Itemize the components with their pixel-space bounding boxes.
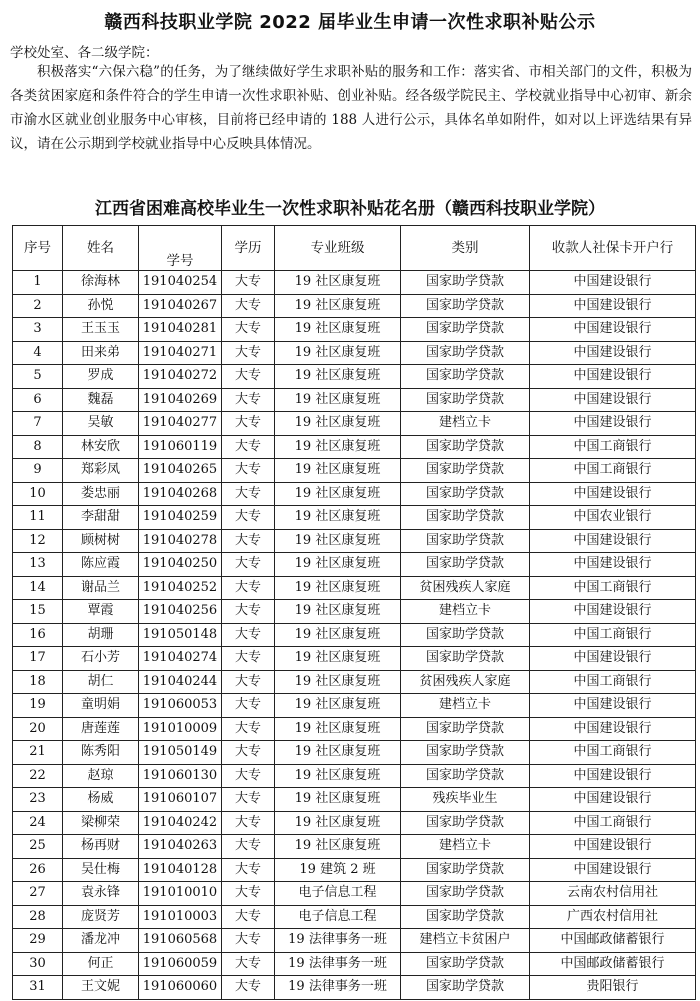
cell-education: 大专 [222,341,275,365]
cell-student-id: 191040259 [139,506,222,530]
col-header-category: 类别 [401,226,530,271]
table-row [13,952,696,976]
cell-class: 19 社区康复班 [275,482,401,506]
cell-education: 大专 [222,576,275,600]
cell-bank: 中国建设银行 [530,365,696,389]
cell-name: 杨再财 [63,835,139,859]
cell-education: 大专 [222,929,275,953]
cell-education: 大专 [222,788,275,812]
cell-student-id: 191060119 [139,435,222,459]
cell-bank: 中国建设银行 [530,553,696,577]
cell-education: 大专 [222,694,275,718]
cell-name: 庞贤芳 [63,905,139,929]
table-row [13,929,696,953]
cell-name: 徐海林 [63,271,139,295]
cell-bank: 中国建设银行 [530,717,696,741]
cell-bank: 中国建设银行 [530,858,696,882]
table-row [13,365,696,389]
cell-index: 7 [13,412,63,436]
cell-student-id: 191040263 [139,835,222,859]
col-header-name: 姓名 [63,226,139,271]
cell-class: 19 社区康复班 [275,388,401,412]
cell-bank: 广西农村信用社 [530,905,696,929]
cell-bank: 中国工商银行 [530,741,696,765]
cell-name: 石小芳 [63,647,139,671]
col-header-student-id: 学号 [139,226,222,271]
cell-student-id: 191040244 [139,670,222,694]
table-row [13,412,696,436]
cell-category: 国家助学贷款 [401,271,530,295]
cell-index: 24 [13,811,63,835]
cell-education: 大专 [222,905,275,929]
announcement-body: 积极落实“六保六稳”的任务，为了继续做好学生求职补贴的服务和工作：落实省、市相关部门的文件，积极为各类贫困家庭和条件符合的学生申请一次性求职补贴、创业补贴。经各级学院民主、学校就业指导中心初审、新余市渝水区就业创业服务中心审核，目前将已经申请的 188 人进行公示，具体名单如附件，如对以上评选结果有异议，请在公示期到学校就业指导中心反映具体情况。 [10,64,692,152]
cell-education: 大专 [222,952,275,976]
cell-name: 田来弟 [63,341,139,365]
cell-education: 大专 [222,741,275,765]
cell-student-id: 191040254 [139,271,222,295]
cell-class: 19 社区康复班 [275,553,401,577]
cell-name: 胡珊 [63,623,139,647]
cell-name: 潘龙冲 [63,929,139,953]
cell-index: 25 [13,835,63,859]
cell-index: 8 [13,435,63,459]
cell-category: 贫困残疾人家庭 [401,576,530,600]
cell-class: 19 社区康复班 [275,835,401,859]
cell-category: 国家助学贷款 [401,905,530,929]
cell-name: 覃霞 [63,600,139,624]
cell-bank: 中国农业银行 [530,506,696,530]
cell-class: 19 社区康复班 [275,506,401,530]
cell-student-id: 191040252 [139,576,222,600]
cell-name: 王文妮 [63,976,139,1000]
cell-name: 吴敏 [63,412,139,436]
cell-bank: 中国建设银行 [530,694,696,718]
cell-class: 19 社区康复班 [275,459,401,483]
cell-student-id: 191040250 [139,553,222,577]
cell-class: 19 法律事务一班 [275,952,401,976]
cell-bank: 中国建设银行 [530,647,696,671]
cell-class: 19 社区康复班 [275,365,401,389]
table-row [13,388,696,412]
cell-student-id: 191060059 [139,952,222,976]
cell-bank: 中国建设银行 [530,412,696,436]
cell-education: 大专 [222,835,275,859]
cell-bank: 中国建设银行 [530,318,696,342]
cell-category: 建档立卡 [401,412,530,436]
cell-bank: 中国建设银行 [530,788,696,812]
table-row [13,435,696,459]
cell-student-id: 191040267 [139,294,222,318]
cell-education: 大专 [222,811,275,835]
cell-index: 27 [13,882,63,906]
cell-index: 3 [13,318,63,342]
cell-name: 梁柳荣 [63,811,139,835]
cell-category: 贫困残疾人家庭 [401,670,530,694]
cell-education: 大专 [222,365,275,389]
cell-student-id: 191040242 [139,811,222,835]
cell-student-id: 191010010 [139,882,222,906]
cell-education: 大专 [222,459,275,483]
cell-class: 电子信息工程 [275,882,401,906]
cell-class: 19 社区康复班 [275,647,401,671]
cell-class: 电子信息工程 [275,905,401,929]
cell-education: 大专 [222,553,275,577]
cell-category: 国家助学贷款 [401,459,530,483]
cell-bank: 中国建设银行 [530,529,696,553]
cell-student-id: 191050149 [139,741,222,765]
salutation: 学校处室、各二级学院： [10,45,159,61]
table-row [13,506,696,530]
cell-bank: 中国建设银行 [530,764,696,788]
cell-name: 何正 [63,952,139,976]
cell-student-id: 191060060 [139,976,222,1000]
cell-index: 6 [13,388,63,412]
cell-index: 15 [13,600,63,624]
cell-bank: 中国建设银行 [530,294,696,318]
cell-index: 20 [13,717,63,741]
table-row [13,600,696,624]
recipient-table [12,225,696,1000]
col-header-education: 学历 [222,226,275,271]
cell-name: 陈秀阳 [63,741,139,765]
table-row [13,341,696,365]
cell-student-id: 191060130 [139,764,222,788]
cell-category: 国家助学贷款 [401,318,530,342]
table-row [13,623,696,647]
cell-class: 19 社区康复班 [275,341,401,365]
cell-category: 国家助学贷款 [401,717,530,741]
cell-education: 大专 [222,647,275,671]
cell-index: 12 [13,529,63,553]
cell-category: 建档立卡 [401,600,530,624]
cell-bank: 中国工商银行 [530,623,696,647]
cell-category: 国家助学贷款 [401,294,530,318]
cell-bank: 中国建设银行 [530,835,696,859]
cell-category: 国家助学贷款 [401,365,530,389]
cell-student-id: 191040128 [139,858,222,882]
cell-class: 19 社区康复班 [275,294,401,318]
cell-class: 19 社区康复班 [275,764,401,788]
col-header-class: 专业班级 [275,226,401,271]
table-body [13,271,696,1000]
cell-index: 26 [13,858,63,882]
table-row [13,858,696,882]
table-row [13,271,696,295]
col-header-bank: 收款人社保卡开户行 [530,226,696,271]
cell-category: 国家助学贷款 [401,435,530,459]
cell-class: 19 社区康复班 [275,741,401,765]
cell-index: 11 [13,506,63,530]
cell-bank: 中国工商银行 [530,811,696,835]
cell-name: 郑彩凤 [63,459,139,483]
table-row [13,882,696,906]
document-title: 赣西科技职业学院 2022 届毕业生申请一次性求职补贴公示 [104,12,596,33]
cell-class: 19 社区康复班 [275,529,401,553]
cell-category: 建档立卡 [401,694,530,718]
cell-name: 童明娟 [63,694,139,718]
cell-education: 大专 [222,482,275,506]
cell-bank: 中国工商银行 [530,459,696,483]
cell-class: 19 社区康复班 [275,811,401,835]
cell-student-id: 191040277 [139,412,222,436]
cell-education: 大专 [222,717,275,741]
table-row [13,318,696,342]
cell-class: 19 社区康复班 [275,271,401,295]
table-header-row [13,226,696,271]
cell-category: 国家助学贷款 [401,506,530,530]
cell-student-id: 191010009 [139,717,222,741]
cell-index: 2 [13,294,63,318]
cell-category: 国家助学贷款 [401,388,530,412]
table-row [13,788,696,812]
table-row [13,576,696,600]
cell-index: 16 [13,623,63,647]
cell-category: 国家助学贷款 [401,858,530,882]
cell-index: 18 [13,670,63,694]
cell-education: 大专 [222,412,275,436]
cell-student-id: 191040278 [139,529,222,553]
cell-education: 大专 [222,670,275,694]
cell-bank: 中国工商银行 [530,576,696,600]
cell-name: 袁永锋 [63,882,139,906]
cell-index: 28 [13,905,63,929]
cell-education: 大专 [222,435,275,459]
cell-index: 30 [13,952,63,976]
cell-name: 陈应霞 [63,553,139,577]
cell-category: 国家助学贷款 [401,553,530,577]
table-row [13,482,696,506]
cell-student-id: 191040269 [139,388,222,412]
cell-category: 国家助学贷款 [401,647,530,671]
table-title: 江西省困难高校毕业生一次性求职补贴花名册（赣西科技职业学院） [95,199,605,219]
cell-student-id: 191060053 [139,694,222,718]
cell-education: 大专 [222,882,275,906]
cell-category: 建档立卡 [401,835,530,859]
table-row [13,976,696,1000]
table-row [13,459,696,483]
cell-category: 国家助学贷款 [401,764,530,788]
cell-class: 19 法律事务一班 [275,929,401,953]
cell-student-id: 191040272 [139,365,222,389]
cell-bank: 中国邮政储蓄银行 [530,929,696,953]
cell-index: 23 [13,788,63,812]
cell-education: 大专 [222,318,275,342]
cell-category: 国家助学贷款 [401,952,530,976]
cell-index: 9 [13,459,63,483]
table-row [13,741,696,765]
cell-education: 大专 [222,506,275,530]
cell-education: 大专 [222,623,275,647]
cell-class: 19 社区康复班 [275,435,401,459]
col-header-index: 序号 [13,226,63,271]
cell-index: 21 [13,741,63,765]
cell-education: 大专 [222,294,275,318]
cell-index: 4 [13,341,63,365]
cell-category: 残疾毕业生 [401,788,530,812]
cell-category: 国家助学贷款 [401,482,530,506]
cell-name: 孙悦 [63,294,139,318]
cell-class: 19 社区康复班 [275,576,401,600]
cell-category: 国家助学贷款 [401,811,530,835]
cell-student-id: 191040256 [139,600,222,624]
cell-index: 22 [13,764,63,788]
cell-class: 19 社区康复班 [275,717,401,741]
cell-index: 29 [13,929,63,953]
cell-student-id: 191040274 [139,647,222,671]
cell-student-id: 191040271 [139,341,222,365]
cell-class: 19 社区康复班 [275,694,401,718]
cell-name: 李甜甜 [63,506,139,530]
cell-category: 建档立卡贫困户 [401,929,530,953]
cell-name: 杨威 [63,788,139,812]
cell-bank: 中国建设银行 [530,341,696,365]
cell-index: 1 [13,271,63,295]
cell-class: 19 建筑 2 班 [275,858,401,882]
cell-bank: 云南农村信用社 [530,882,696,906]
cell-student-id: 191060107 [139,788,222,812]
cell-education: 大专 [222,858,275,882]
cell-index: 14 [13,576,63,600]
cell-education: 大专 [222,764,275,788]
cell-category: 国家助学贷款 [401,882,530,906]
cell-student-id: 191060568 [139,929,222,953]
table-row [13,905,696,929]
table-row [13,294,696,318]
cell-name: 胡仁 [63,670,139,694]
cell-class: 19 社区康复班 [275,623,401,647]
table-row [13,553,696,577]
cell-education: 大专 [222,600,275,624]
table-row [13,717,696,741]
cell-category: 国家助学贷款 [401,741,530,765]
cell-name: 唐莲莲 [63,717,139,741]
cell-name: 林安欣 [63,435,139,459]
cell-bank: 中国邮政储蓄银行 [530,952,696,976]
cell-index: 17 [13,647,63,671]
cell-index: 10 [13,482,63,506]
cell-class: 19 社区康复班 [275,600,401,624]
table-row [13,835,696,859]
cell-bank: 中国建设银行 [530,482,696,506]
cell-bank: 贵阳银行 [530,976,696,1000]
cell-category: 国家助学贷款 [401,341,530,365]
cell-class: 19 社区康复班 [275,412,401,436]
cell-education: 大专 [222,529,275,553]
cell-index: 31 [13,976,63,1000]
cell-bank: 中国建设银行 [530,271,696,295]
cell-bank: 中国工商银行 [530,435,696,459]
cell-education: 大专 [222,271,275,295]
cell-class: 19 法律事务一班 [275,976,401,1000]
cell-name: 魏磊 [63,388,139,412]
cell-bank: 中国建设银行 [530,600,696,624]
cell-education: 大专 [222,976,275,1000]
cell-category: 国家助学贷款 [401,623,530,647]
cell-name: 赵琼 [63,764,139,788]
cell-class: 19 社区康复班 [275,318,401,342]
table-row [13,670,696,694]
cell-bank: 中国工商银行 [530,670,696,694]
cell-student-id: 191040281 [139,318,222,342]
table-row [13,694,696,718]
table-row [13,647,696,671]
cell-name: 谢品兰 [63,576,139,600]
cell-student-id: 191010003 [139,905,222,929]
cell-name: 娄忠丽 [63,482,139,506]
cell-index: 5 [13,365,63,389]
cell-name: 王玉玉 [63,318,139,342]
table-row [13,811,696,835]
cell-student-id: 191050148 [139,623,222,647]
cell-class: 19 社区康复班 [275,670,401,694]
cell-class: 19 社区康复班 [275,788,401,812]
cell-index: 13 [13,553,63,577]
cell-student-id: 191040268 [139,482,222,506]
cell-name: 吴仕梅 [63,858,139,882]
cell-education: 大专 [222,388,275,412]
cell-bank: 中国建设银行 [530,388,696,412]
cell-category: 国家助学贷款 [401,529,530,553]
table-row [13,529,696,553]
cell-name: 罗成 [63,365,139,389]
cell-student-id: 191040265 [139,459,222,483]
table-row [13,764,696,788]
cell-index: 19 [13,694,63,718]
cell-name: 顾树树 [63,529,139,553]
cell-category: 国家助学贷款 [401,976,530,1000]
